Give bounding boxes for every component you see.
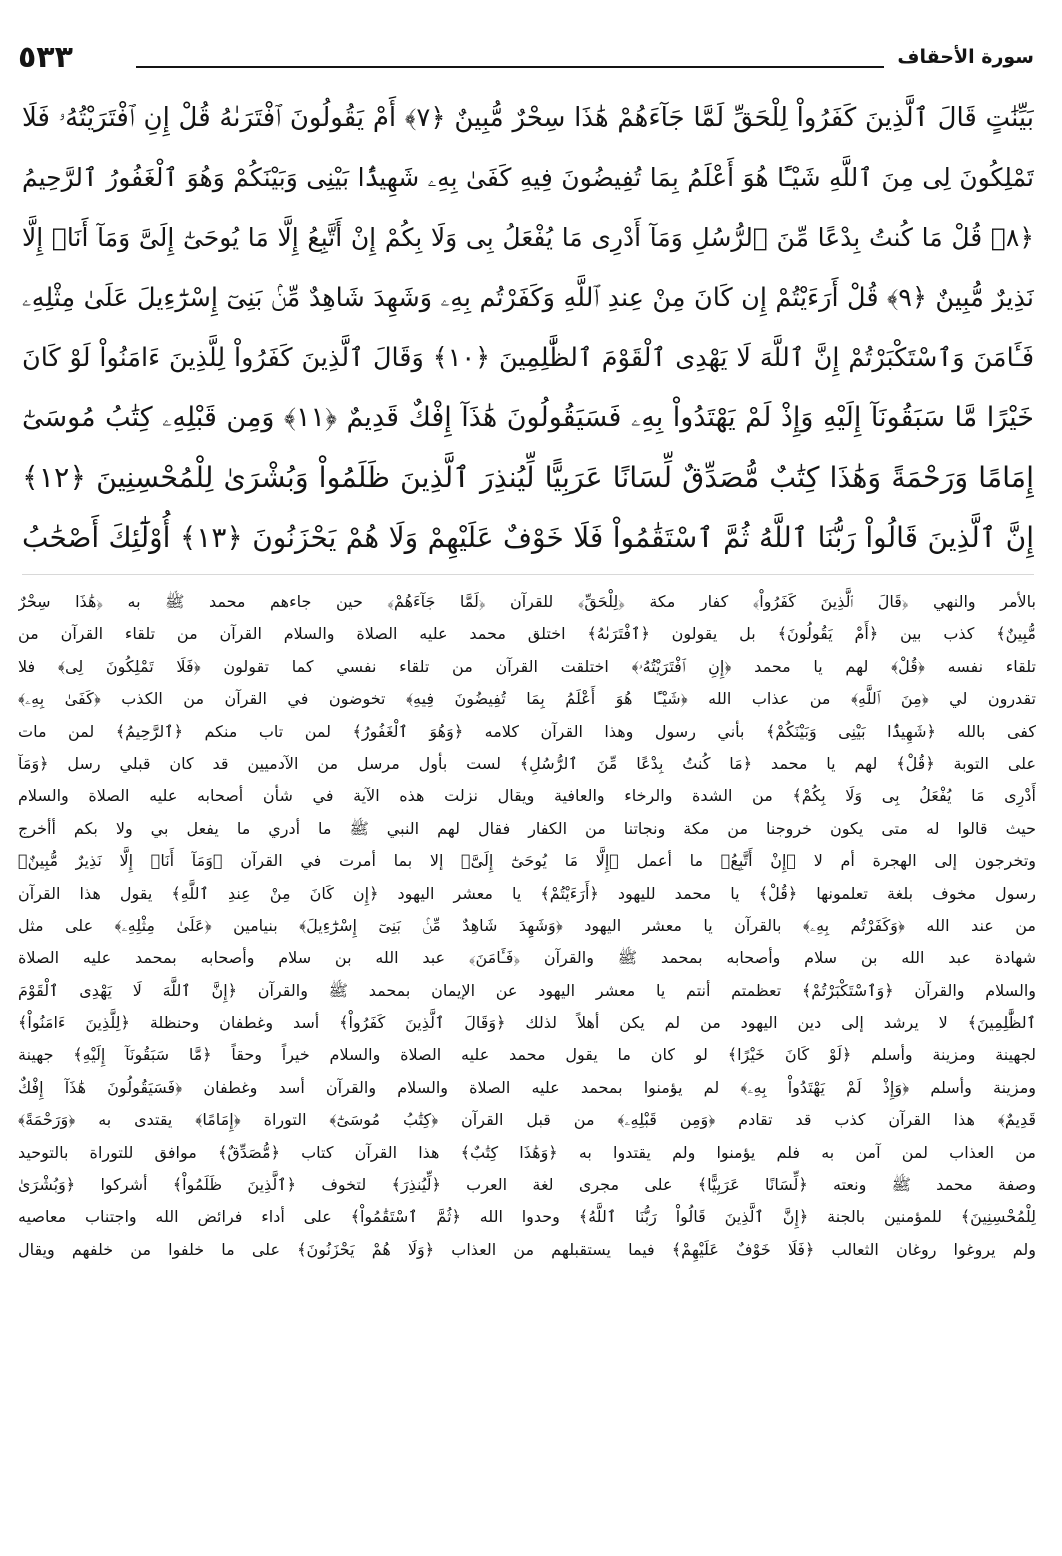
quran-line: بَيِّنَٰتٍ قَالَ ٱلَّذِينَ كَفَرُواْ لِلْحَقِّ لَمَّا جَآءَهُمْ هَٰذَا سِحْرٌ مُّبِينٌ ﴿٧﴾ أَمْ يَقُولُونَ ٱفْتَرَىٰهُ قُلْ إِنِ ٱفْتَرَيْتُهُۥ فَلَا xyxy=(22,103,1034,133)
quran-line: إِنَّ ٱلَّذِينَ قَالُواْ رَبُّنَا ٱللَّهُ ثُمَّ ٱسْتَقَٰمُواْ فَلَا خَوْفٌ عَلَيْهِمْ وَلَا هُمْ يَحْزَنُونَ ﴿١٣﴾ أُوْلَٰٓئِكَ أَصْحَٰبُ xyxy=(22,521,1034,554)
tafsir-line: تقدرون لي ﴿مِنَ ٱللَّهِ﴾ من عذاب الله ﴿شَيْـًٔا هُوَ أَعْلَمُ بِمَا تُفِيضُونَ فِيهِ﴾ تخوضون في القرآن من الكذب ﴿كَفَىٰ بِهِۦ﴾ xyxy=(18,689,1036,709)
quran-line: تَمْلِكُونَ لِى مِنَ ٱللَّهِ شَيْـًٔا هُوَ أَعْلَمُ بِمَا تُفِيضُونَ فِيهِ كَفَىٰ بِهِۦ شَهِيدًۢا بَيْنِى وَبَيْنَكُمْ وَهُوَ ٱلْغَفُورُ ٱلرَّحِيمُ xyxy=(22,163,1034,192)
tafsir-line: تلقاء نفسه ﴿قُلْ﴾ لهم يا محمد ﴿إِنِ ٱفْتَرَيْتُهُۥ﴾ اختلقت القرآن من تلقاء نفسي كما تقولون ﴿فَلَا تَمْلِكُونَ لِى﴾ فلا xyxy=(18,656,1036,676)
tafsir-line: بالأمر والنهي ﴿قَالَ ٱلَّذِينَ كَفَرُواْ﴾ كفار مكة ﴿لِلْحَقِّ﴾ للقرآن ﴿لَمَّا جَآءَهُمْ﴾ حين جاءهم محمد ﷺ به ﴿هَٰذَا سِحْرٌ xyxy=(18,592,1036,611)
tafsir-line: حيث قالوا له متى يكون خروجنا من مكة ونجاتنا من الكفار فقال لهم النبي ﷺ ما أدري ما يفعل بي ولا بكم أأخرج xyxy=(18,818,1036,838)
tafsir-line: وتخرجون إلى الهجرة أم لا ﴿إِنْ أَتَّبِعُ﴾ ما أعمل ﴿إِلَّا مَا يُوحَىٰٓ إِلَىَّ﴾ إلا بما أمرت في القرآن ﴿وَمَآ أَنَا۠ إِلَّا نَذِيرٌ مُّبِينٌ﴾ xyxy=(18,851,1036,871)
tafsir-line: كفى بالله ﴿شَهِيدًۢا بَيْنِى وَبَيْنَكُمْ﴾ بأني رسول وهذا القرآن كلامه ﴿وَهُوَ ٱلْغَفُورُ﴾ لمن تاب منكم ﴿ٱلرَّحِيمُ﴾ لمن مات xyxy=(18,721,1036,741)
tafsir-line: رسول مخوف بلغة تعلمونها ﴿قُلْ﴾ يا محمد لليهود ﴿أَرَءَيْتُمْ﴾ يا معشر اليهود ﴿إِن كَانَ مِنْ عِندِ ٱللَّهِ﴾ يقول هذا القرآن xyxy=(18,883,1036,903)
page-header xyxy=(18,40,1034,84)
tafsir-line: والسلام والقرآن ﴿وَٱسْتَكْبَرْتُمْ﴾ تعظمتم أنتم يا معشر اليهود عن الإيمان بمحمد ﷺ والقرآن ﴿إِنَّ ٱللَّهَ لَا يَهْدِى ٱلْقَوْمَ xyxy=(18,980,1036,1000)
quran-text-block xyxy=(22,88,1034,568)
tafsir-line: ومزينة وأسلم ﴿وَإِذْ لَمْ يَهْتَدُواْ بِهِۦ﴾ لم يؤمنوا بمحمد عليه الصلاة والسلام والقرآن أسد وغطفان ﴿فَسَيَقُولُونَ هَٰذَآ إِفْكٌ xyxy=(18,1077,1036,1097)
surah-name: سورة الأحقاف xyxy=(897,46,1034,68)
tafsir-line: من العذاب لمن آمن به فلم يؤمنوا ولم يقتدوا به ﴿وَهَٰذَا كِتَٰبٌ﴾ هذا القرآن كتاب ﴿مُّصَدِّقٌ﴾ موافق للتوراة بالتوحيد xyxy=(18,1142,1036,1162)
quran-line: نَذِيرٌ مُّبِينٌ ﴿٩﴾ قُلْ أَرَءَيْتُمْ إِن كَانَ مِنْ عِندِ ٱللَّهِ وَكَفَرْتُم بِهِۦ وَشَهِدَ شَاهِدٌ مِّنۢ بَنِىٓ إِسْرَٰٓءِيلَ عَلَىٰ مِثْلِهِۦ xyxy=(22,283,1034,313)
tafsir-line: مُّبِينٌ﴾ كذب بين ﴿أَمْ يَقُولُونَ﴾ بل يقولون ﴿ٱفْتَرَىٰهُ﴾ اختلق محمد عليه الصلاة والسلام القرآن من تلقاء القرآن من xyxy=(18,624,1036,644)
tafsir-line: ٱلظَّٰلِمِينَ﴾ لا يرشد إلى دين اليهود من لم يكن أهلاً لذلك ﴿وَقَالَ ٱلَّذِينَ كَفَرُواْ﴾ أسد وغطفان وحنظلة ﴿لِلَّذِينَ ءَامَنُواْ﴾ xyxy=(18,1013,1036,1033)
tafsir-line: أَدْرِى مَا يُفْعَلُ بِى وَلَا بِكُمْ﴾ من الشدة والرخاء والعافية ويقال نزلت هذه الآية في شأن أصحابه عليه الصلاة والسلام xyxy=(18,786,1036,806)
quran-line: ﴿٨﴾ قُلْ مَا كُنتُ بِدْعًا مِّنَ ٱلرُّسُلِ وَمَآ أَدْرِى مَا يُفْعَلُ بِى وَلَا بِكُمْ إِنْ أَتَّبِعُ إِلَّا مَا يُوحَىٰٓ إِلَىَّ وَمَآ أَنَا۠ إِلَّا xyxy=(22,223,1034,252)
tafsir-line: ولم يروغوا روغان الثعالب ﴿فَلَا خَوْفٌ عَلَيْهِمْ﴾ فيما يستقبلهم من العذاب ﴿وَلَا هُمْ يَحْزَنُونَ﴾ على ما خلفوا من خلفهم ويقال xyxy=(18,1239,1036,1259)
tafsir-text-block xyxy=(18,586,1036,1266)
page-number: ٥٣٣ xyxy=(18,40,73,75)
quran-line: إِمَامًا وَرَحْمَةً وَهَٰذَا كِتَٰبٌ مُّصَدِّقٌ لِّسَانًا عَرَبِيًّا لِّيُنذِرَ ٱلَّذِينَ ظَلَمُواْ وَبُشْرَىٰ لِلْمُحْسِنِينَ ﴿١٢﴾ xyxy=(22,461,1034,494)
tafsir-line: لِلْمُحْسِنِينَ﴾ للمؤمنين بالجنة ﴿إِنَّ ٱلَّذِينَ قَالُواْ رَبُّنَا ٱللَّهُ﴾ وحدوا الله ﴿ثُمَّ ٱسْتَقَٰمُواْ﴾ على أداء فرائض الله واجتناب معاصيه xyxy=(18,1207,1036,1227)
tafsir-line: لجهينة ومزينة وأسلم ﴿لَوْ كَانَ خَيْرًا﴾ لو كان ما يقول محمد عليه الصلاة والسلام خيراً وحقاً ﴿مَّا سَبَقُونَآ إِلَيْهِ﴾ جهينة xyxy=(18,1045,1036,1065)
tafsir-line: قَدِيمٌ﴾ هذا القرآن كذب قد تقادم ﴿وَمِن قَبْلِهِۦ﴾ من قبل القرآن ﴿كِتَٰبُ مُوسَىٰٓ﴾ التوراة ﴿إِمَامًا﴾ يقتدى به ﴿وَرَحْمَةً﴾ xyxy=(18,1110,1036,1130)
tafsir-line: على التوبة ﴿قُلْ﴾ لهم يا محمد ﴿مَا كُنتُ بِدْعًا مِّنَ ٱلرُّسُلِ﴾ لست بأول مرسل من الآدميين قد كان قبلي رسل ﴿وَمَآ xyxy=(18,753,1036,773)
section-divider xyxy=(22,574,1034,575)
tafsir-line: من عند الله ﴿وَكَفَرْتُم بِهِۦ﴾ بالقرآن يا معشر اليهود ﴿وَشَهِدَ شَاهِدٌ مِّنۢ بَنِىٓ إِسْرَٰٓءِيلَ﴾ بنيامين ﴿عَلَىٰ مِثْلِهِۦ﴾ على مثل xyxy=(18,915,1036,935)
quran-line: خَيْرًا مَّا سَبَقُونَآ إِلَيْهِ وَإِذْ لَمْ يَهْتَدُواْ بِهِۦ فَسَيَقُولُونَ هَٰذَآ إِفْكٌ قَدِيمٌ ﴿١١﴾ وَمِن قَبْلِهِۦ كِتَٰبُ مُوسَىٰٓ xyxy=(22,402,1034,433)
tafsir-line: وصفة محمد ﷺ ونعته ﴿لِّسَانًا عَرَبِيًّا﴾ على مجرى لغة العرب ﴿لِّيُنذِرَ﴾ لتخوف ﴿ٱلَّذِينَ ظَلَمُواْ﴾ أشركوا ﴿وَبُشْرَىٰ xyxy=(18,1175,1036,1195)
tafsir-line: شهادة عبد الله بن سلام وأصحابه بمحمد ﷺ والقرآن ﴿فَـَٔامَنَ﴾ عبد الله بن سلام وأصحابه بمحمد عليه الصلاة xyxy=(18,948,1036,968)
quran-line: فَـَٔامَنَ وَٱسْتَكْبَرْتُمْ إِنَّ ٱللَّهَ لَا يَهْدِى ٱلْقَوْمَ ٱلظَّٰلِمِينَ ﴿١٠﴾ وَقَالَ ٱلَّذِينَ كَفَرُواْ لِلَّذِينَ ءَامَنُواْ لَوْ كَانَ xyxy=(22,343,1034,373)
header-rule xyxy=(136,66,884,68)
